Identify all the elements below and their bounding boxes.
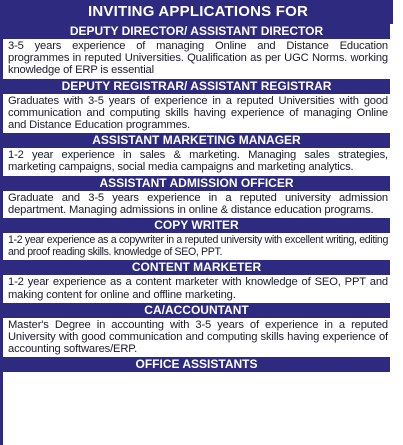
position-deputy-director	[3, 24, 390, 79]
position-deputy-registrar	[3, 79, 390, 134]
position-title: OFFICE ASSISTANTS	[3, 357, 390, 372]
position-title: DEPUTY DIRECTOR/ ASSISTANT DIRECTOR	[3, 24, 390, 39]
position-copy-writer	[3, 218, 390, 260]
position-title: ASSISTANT ADMISSION OFFICER	[3, 176, 390, 191]
position-ca-accountant	[3, 303, 390, 358]
position-title: CA/ACCOUNTANT	[3, 303, 390, 318]
position-description: 1-2 year experience as a copywriter in a reputed university with excellent writing, editing and proof reading skills. knowledge of SEO, PPT.	[8, 234, 388, 259]
position-description: Graduates with 3-5 years of experience in a reputed Universities with good communication and computing skills having experience of managing Online and Distance Education programmes.	[8, 94, 388, 132]
positions-list	[3, 24, 390, 372]
position-office-assistants	[3, 357, 390, 372]
position-description: 3-5 years experience of managing Online and Distance Education programmes in reputed Universities. Qualification as per UGC Norms. working knowledge of ERP is essential	[8, 40, 388, 77]
position-assistant-admission-officer	[3, 176, 390, 218]
position-title: ASSISTANT MARKETING MANAGER	[3, 133, 390, 148]
position-title: DEPUTY REGISTRAR/ ASSISTANT REGISTRAR	[3, 79, 390, 94]
position-assistant-marketing-manager	[3, 133, 390, 175]
position-description: 1-2 year experience as a content marketer with knowledge of SEO, PPT and making content for online and offline marketing.	[8, 276, 388, 301]
position-title: COPY WRITER	[3, 218, 390, 233]
position-description: Graduate and 3-5 years experience in a reputed university admission department. Managing admissions in online & distance education programs.	[8, 191, 388, 216]
position-content-marketer	[3, 260, 390, 302]
position-description: Master's Degree in accounting with 3-5 years of experience in a reputed University with good communication and computing skills having experience of accounting softwares/ERP.	[8, 318, 388, 356]
page-title: INVITING APPLICATIONS FOR	[3, 0, 393, 24]
position-title: CONTENT MARKETER	[3, 260, 390, 275]
position-description: 1-2 year experience in sales & marketing. Managing sales strategies, marketing campaigns, social media campaigns and marketing analytics.	[8, 149, 388, 174]
